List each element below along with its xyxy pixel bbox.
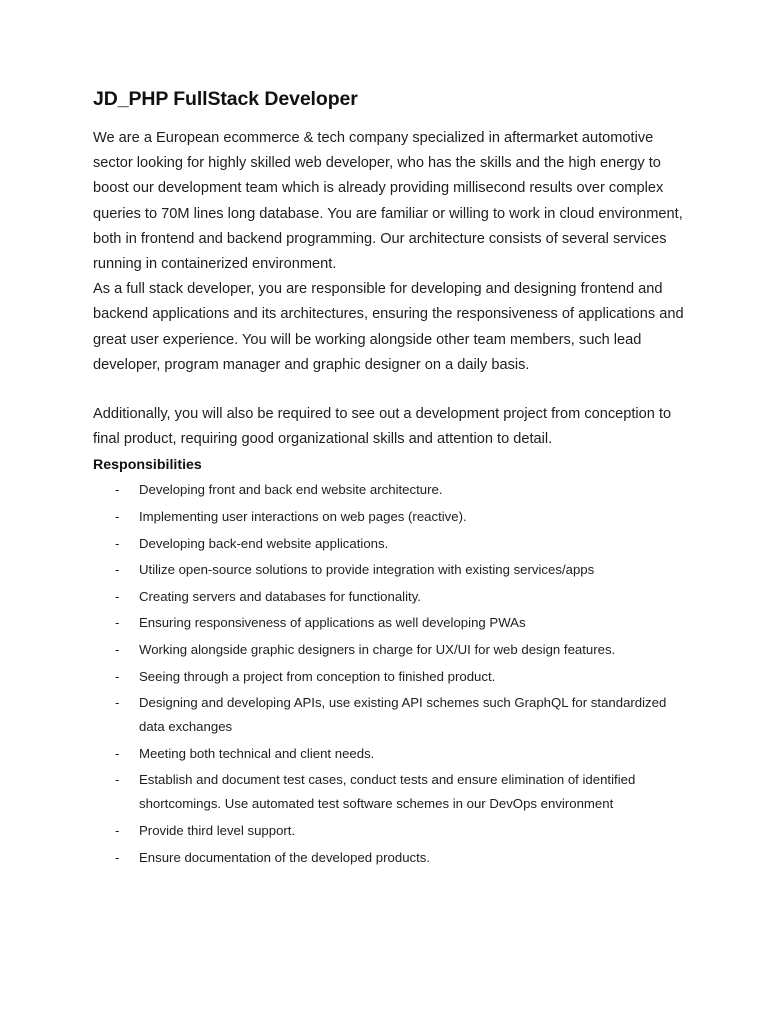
bullet-dash: - bbox=[115, 588, 120, 604]
bullet-dash: - bbox=[115, 482, 120, 498]
intro-paragraph: We are a European ecommerce & tech company specialized in aftermarket automotive sector looking for highly skilled web developer, who has the skills and the high energy to boost our development team which is already providing millisecond results over complex queries to 70M lines long database. You are familiar or willing to work in cloud environment, both in frontend and backend programming. Our architecture consists of several services running in containerized environment. bbox=[93, 130, 683, 273]
responsibilities-heading: Responsibilities bbox=[93, 457, 202, 474]
bullet-dash: - bbox=[115, 822, 120, 838]
list-item bbox=[93, 691, 693, 739]
bullet-dash: - bbox=[115, 535, 120, 551]
list-item-text: Utilize open-source solutions to provide integration with existing services/apps bbox=[139, 562, 595, 578]
list-item bbox=[93, 585, 693, 609]
responsibilities-list bbox=[93, 478, 693, 869]
list-item-text: Developing front and back end website architecture. bbox=[139, 482, 443, 498]
list-item-text: Creating servers and databases for functionality. bbox=[139, 588, 421, 604]
list-item-text: Establish and document test cases, conduct tests and ensure elimination of identified shortcomings. Use automated test software schemes in our DevOps environment bbox=[139, 772, 636, 812]
list-item-text: Ensuring responsiveness of applications as well developing PWAs bbox=[139, 615, 526, 631]
bullet-dash: - bbox=[115, 509, 120, 525]
list-item bbox=[93, 638, 693, 662]
list-item-text: Ensure documentation of the developed products. bbox=[139, 849, 431, 865]
role-paragraph: As a full stack developer, you are responsible for developing and designing frontend and backend applications and its architectures, ensuring the responsiveness of applications and great user experience. You will be working alongside other team members, such lead developer, program manager and graphic designer on a daily basis. bbox=[93, 281, 684, 373]
list-item bbox=[93, 611, 693, 635]
list-item bbox=[93, 742, 693, 766]
list-item bbox=[93, 558, 693, 582]
bullet-dash: - bbox=[115, 695, 120, 711]
bullet-dash: - bbox=[115, 668, 120, 684]
list-item bbox=[93, 478, 693, 502]
list-item bbox=[93, 505, 693, 529]
bullet-dash: - bbox=[115, 615, 120, 631]
list-item bbox=[93, 665, 693, 689]
list-item-text: Working alongside graphic designers in charge for UX/UI for web design features. bbox=[139, 642, 616, 657]
document-title: JD_PHP FullStack Developer bbox=[93, 88, 358, 110]
list-item-text: Designing and developing APIs, use existing API schemes such GraphQL for standardized data exchanges bbox=[139, 695, 667, 735]
list-item bbox=[93, 846, 693, 870]
bullet-dash: - bbox=[115, 642, 120, 657]
bullet-dash: - bbox=[115, 772, 120, 788]
bullet-dash: - bbox=[115, 849, 120, 865]
list-item-text: Developing back-end website applications. bbox=[139, 535, 389, 551]
bullet-dash: - bbox=[115, 562, 120, 578]
list-item bbox=[93, 532, 693, 556]
list-item-text: Implementing user interactions on web pages (reactive). bbox=[139, 509, 467, 525]
additional-paragraph: Additionally, you will also be required to see out a development project from conception to final product, requiring good organizational skills and attention to detail. bbox=[93, 406, 672, 448]
list-item bbox=[93, 768, 693, 816]
list-item-text: Meeting both technical and client needs. bbox=[139, 745, 375, 761]
list-item-text: Seeing through a project from conception to finished product. bbox=[139, 668, 496, 684]
bullet-dash: - bbox=[115, 745, 120, 761]
list-item bbox=[93, 819, 693, 843]
document-page bbox=[93, 86, 693, 872]
list-item-text: Provide third level support. bbox=[139, 822, 296, 838]
